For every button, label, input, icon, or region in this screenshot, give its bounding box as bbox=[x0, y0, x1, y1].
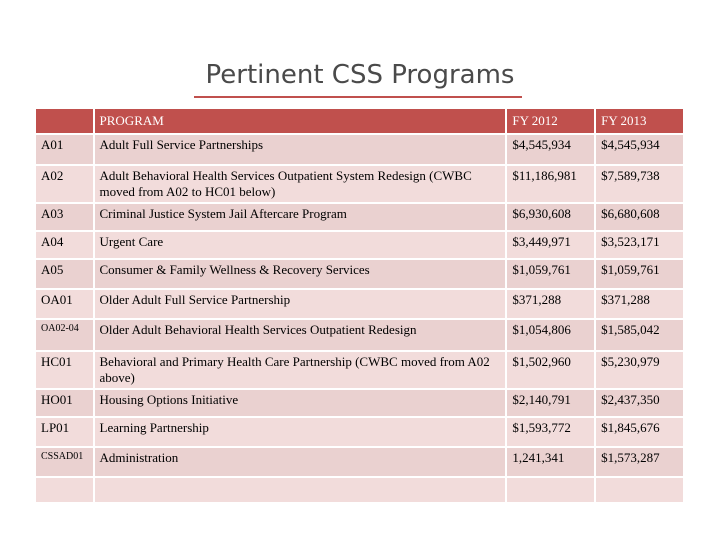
row-program: Criminal Justice System Jail Aftercare Program bbox=[95, 204, 506, 230]
row-fy2012: $1,593,772 bbox=[507, 418, 594, 446]
row-fy2013: $7,589,738 bbox=[596, 166, 683, 202]
row-fy2013: $2,437,350 bbox=[596, 390, 683, 416]
row-fy2013: $371,288 bbox=[596, 290, 683, 318]
row-program bbox=[95, 478, 506, 502]
row-code: LP01 bbox=[36, 418, 93, 446]
row-code: CSSAD01 bbox=[36, 448, 93, 476]
row-fy2013: $1,845,676 bbox=[596, 418, 683, 446]
title-underline bbox=[194, 96, 522, 98]
slide-title: Pertinent CSS Programs bbox=[205, 60, 515, 90]
row-fy2013: $5,230,979 bbox=[596, 352, 683, 388]
table-row bbox=[36, 320, 683, 350]
row-program: Older Adult Behavioral Health Services Outpatient Redesign bbox=[95, 320, 506, 350]
header-program: PROGRAM bbox=[95, 109, 506, 133]
table-row bbox=[36, 204, 683, 230]
row-fy2013: $1,059,761 bbox=[596, 260, 683, 288]
header-code bbox=[36, 109, 93, 133]
row-fy2012: $1,054,806 bbox=[507, 320, 594, 350]
row-fy2012: $2,140,791 bbox=[507, 390, 594, 416]
row-fy2012: $11,186,981 bbox=[507, 166, 594, 202]
row-program: Urgent Care bbox=[95, 232, 506, 258]
row-program: Administration bbox=[95, 448, 506, 476]
row-fy2012: $371,288 bbox=[507, 290, 594, 318]
table-row bbox=[36, 448, 683, 476]
row-fy2013 bbox=[596, 478, 683, 502]
row-program: Behavioral and Primary Health Care Partnership (CWBC moved from A02 above) bbox=[95, 352, 506, 388]
programs-table bbox=[34, 107, 685, 504]
row-code: A02 bbox=[36, 166, 93, 202]
row-fy2012: $3,449,971 bbox=[507, 232, 594, 258]
row-code: A04 bbox=[36, 232, 93, 258]
row-code: A03 bbox=[36, 204, 93, 230]
row-fy2013: $4,545,934 bbox=[596, 135, 683, 164]
row-fy2013: $1,573,287 bbox=[596, 448, 683, 476]
table-row bbox=[36, 166, 683, 202]
row-code: HC01 bbox=[36, 352, 93, 388]
row-code: OA02-04 bbox=[36, 320, 93, 350]
row-code: A01 bbox=[36, 135, 93, 164]
row-program: Adult Behavioral Health Services Outpatient System Redesign (CWBC moved from A02 to HC01 below) bbox=[95, 166, 506, 202]
table-row bbox=[36, 478, 683, 502]
row-program: Learning Partnership bbox=[95, 418, 506, 446]
header-fy2012: FY 2012 bbox=[507, 109, 594, 133]
header-fy2013: FY 2013 bbox=[596, 109, 683, 133]
row-code: A05 bbox=[36, 260, 93, 288]
row-program: Older Adult Full Service Partnership bbox=[95, 290, 506, 318]
row-fy2012: 1,241,341 bbox=[507, 448, 594, 476]
row-fy2012: $1,059,761 bbox=[507, 260, 594, 288]
row-fy2012: $1,502,960 bbox=[507, 352, 594, 388]
row-code bbox=[36, 478, 93, 502]
table-row bbox=[36, 352, 683, 388]
row-fy2013: $6,680,608 bbox=[596, 204, 683, 230]
table-row bbox=[36, 390, 683, 416]
row-fy2012: $6,930,608 bbox=[507, 204, 594, 230]
table-row bbox=[36, 260, 683, 288]
row-fy2012 bbox=[507, 478, 594, 502]
table-row bbox=[36, 135, 683, 164]
row-fy2012: $4,545,934 bbox=[507, 135, 594, 164]
row-program: Housing Options Initiative bbox=[95, 390, 506, 416]
table-row bbox=[36, 232, 683, 258]
table-row bbox=[36, 418, 683, 446]
row-code: OA01 bbox=[36, 290, 93, 318]
row-fy2013: $3,523,171 bbox=[596, 232, 683, 258]
row-code: HO01 bbox=[36, 390, 93, 416]
row-program: Consumer & Family Wellness & Recovery Services bbox=[95, 260, 506, 288]
row-fy2013: $1,585,042 bbox=[596, 320, 683, 350]
table-header-row bbox=[36, 109, 683, 133]
row-program: Adult Full Service Partnerships bbox=[95, 135, 506, 164]
table-row bbox=[36, 290, 683, 318]
